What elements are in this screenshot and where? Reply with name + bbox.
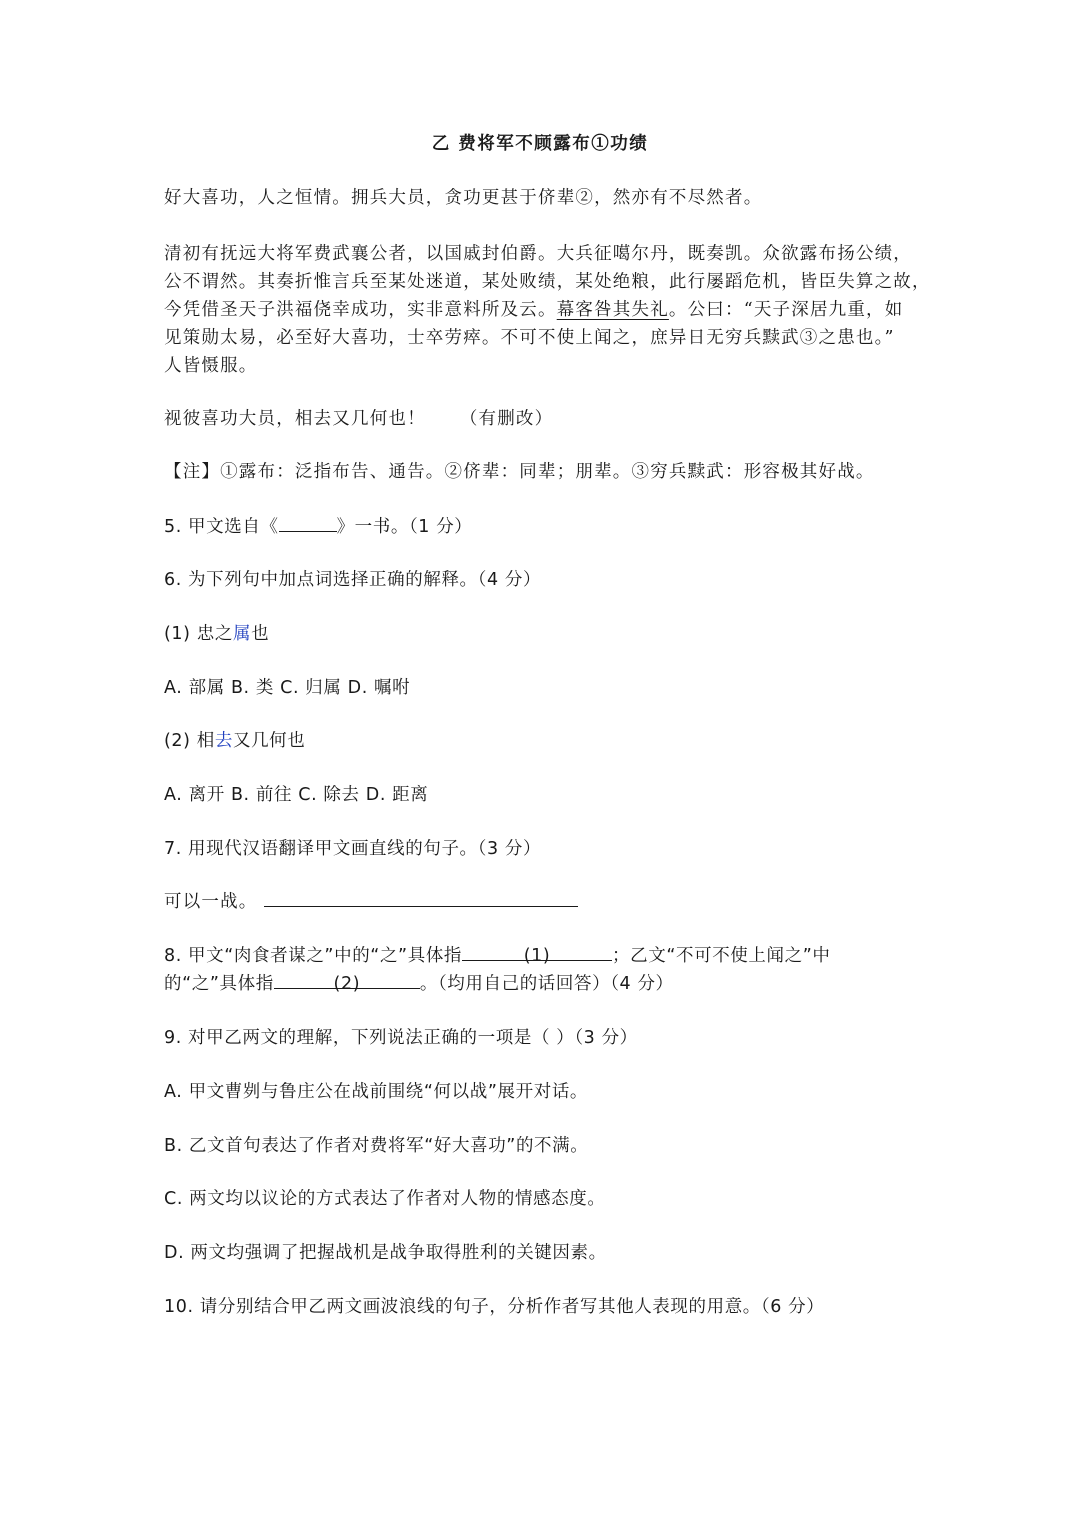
question-5 bbox=[164, 513, 472, 541]
question-8-line-2 bbox=[164, 970, 674, 998]
question-8-line-1 bbox=[164, 942, 830, 970]
question-6-1 bbox=[164, 620, 269, 648]
passage-text: 视彼喜功大员，相去又几何也！ bbox=[164, 409, 426, 429]
passage-paragraph-2-line-5: 人皆慑服。 bbox=[164, 356, 258, 376]
passage-text: 今凭借圣天子洪福侥幸成功，实非意料所及云。 bbox=[164, 300, 557, 320]
passage-paragraph-2-line-2: 公不谓然。其奏折惟言兵至某处迷道，某处败绩，某处绝粮，此行屡蹈危机，皆臣失算之故， bbox=[164, 272, 931, 292]
question-6-2-options: A. 离开 B. 前往 C. 除去 D. 距离 bbox=[164, 785, 429, 805]
answer-blank bbox=[264, 888, 578, 907]
question-text: 。（均用自己的话回答）（4 分） bbox=[419, 974, 674, 994]
source-note: （有删改） bbox=[459, 409, 554, 429]
item-text: 可以一战。 bbox=[164, 892, 258, 912]
passage-paragraph-2-line-3 bbox=[164, 296, 903, 324]
question-9-option-b: B. 乙文首句表达了作者对费将军“好大喜功”的不满。 bbox=[164, 1136, 589, 1156]
answer-blank-2: (2) bbox=[274, 970, 420, 989]
dotted-word: 属 bbox=[232, 624, 252, 644]
passage-paragraph-1: 好大喜功，人之恒情。拥兵大员，贪功更甚于侪辈②，然亦有不尽然者。 bbox=[164, 188, 763, 208]
question-text: ；乙文“不可不使上闻之”中 bbox=[612, 946, 831, 966]
question-9-option-a: A. 甲文曹刿与鲁庄公在战前围绕“何以战”展开对话。 bbox=[164, 1082, 589, 1102]
answer-blank bbox=[279, 513, 337, 532]
question-text: 》一书。（1 分） bbox=[336, 517, 473, 537]
question-7-answer bbox=[164, 888, 578, 916]
passage-title: 乙 费将军不顾露布①功绩 bbox=[431, 134, 649, 154]
question-9-option-c: C. 两文均以议论的方式表达了作者对人物的情感态度。 bbox=[164, 1189, 606, 1209]
question-text: 5. 甲文选自《 bbox=[164, 517, 279, 537]
question-text: 8. 甲文“肉食者谋之”中的“之”具体指 bbox=[164, 946, 463, 966]
question-9-option-d: D. 两文均强调了把握战机是战争取得胜利的关键因素。 bbox=[164, 1243, 607, 1263]
item-text: 又几何也 bbox=[232, 731, 306, 751]
question-7: 7. 用现代汉语翻译甲文画直线的句子。（3 分） bbox=[164, 839, 542, 859]
item-text: 也 bbox=[251, 624, 270, 644]
dotted-word: 去 bbox=[214, 731, 233, 751]
question-10: 10. 请分别结合甲乙两文画波浪线的句子，分析作者写其他人表现的用意。（6 分） bbox=[164, 1297, 825, 1317]
question-9: 9. 对甲乙两文的理解，下列说法正确的一项是（ ）（3 分） bbox=[164, 1028, 638, 1048]
answer-blank-1: (1) bbox=[462, 942, 612, 961]
question-6-2 bbox=[164, 727, 305, 755]
question-text: 的“之”具体指 bbox=[164, 974, 274, 994]
item-number: (2) bbox=[164, 731, 191, 751]
passage-text: 。公曰：“天子深居九重，如 bbox=[668, 300, 904, 320]
item-text: 忠之 bbox=[196, 624, 233, 644]
passage-paragraph-3 bbox=[164, 405, 553, 433]
item-text: 相 bbox=[196, 731, 215, 751]
question-6-1-options: A. 部属 B. 类 C. 归属 D. 嘱咐 bbox=[164, 678, 411, 698]
item-number: (1) bbox=[164, 624, 191, 644]
question-6: 6. 为下列句中加点词选择正确的解释。（4 分） bbox=[164, 570, 542, 590]
passage-paragraph-2-line-4: 见策勋太易，必至好大喜功，士卒劳瘁。不可不使上闻之，庶异日无穷兵黩武③之患也。” bbox=[164, 328, 895, 348]
passage-paragraph-2-line-1: 清初有抚远大将军费武襄公者，以国戚封伯爵。大兵征噶尔丹，既奏凯。众欲露布扬公绩， bbox=[164, 244, 912, 264]
annotation-note: 【注】①露布：泛指布告、通告。②侪辈：同辈；朋辈。③穷兵黩武：形容极其好战。 bbox=[164, 462, 875, 482]
underlined-sentence: 幕客咎其失礼 bbox=[556, 300, 669, 320]
